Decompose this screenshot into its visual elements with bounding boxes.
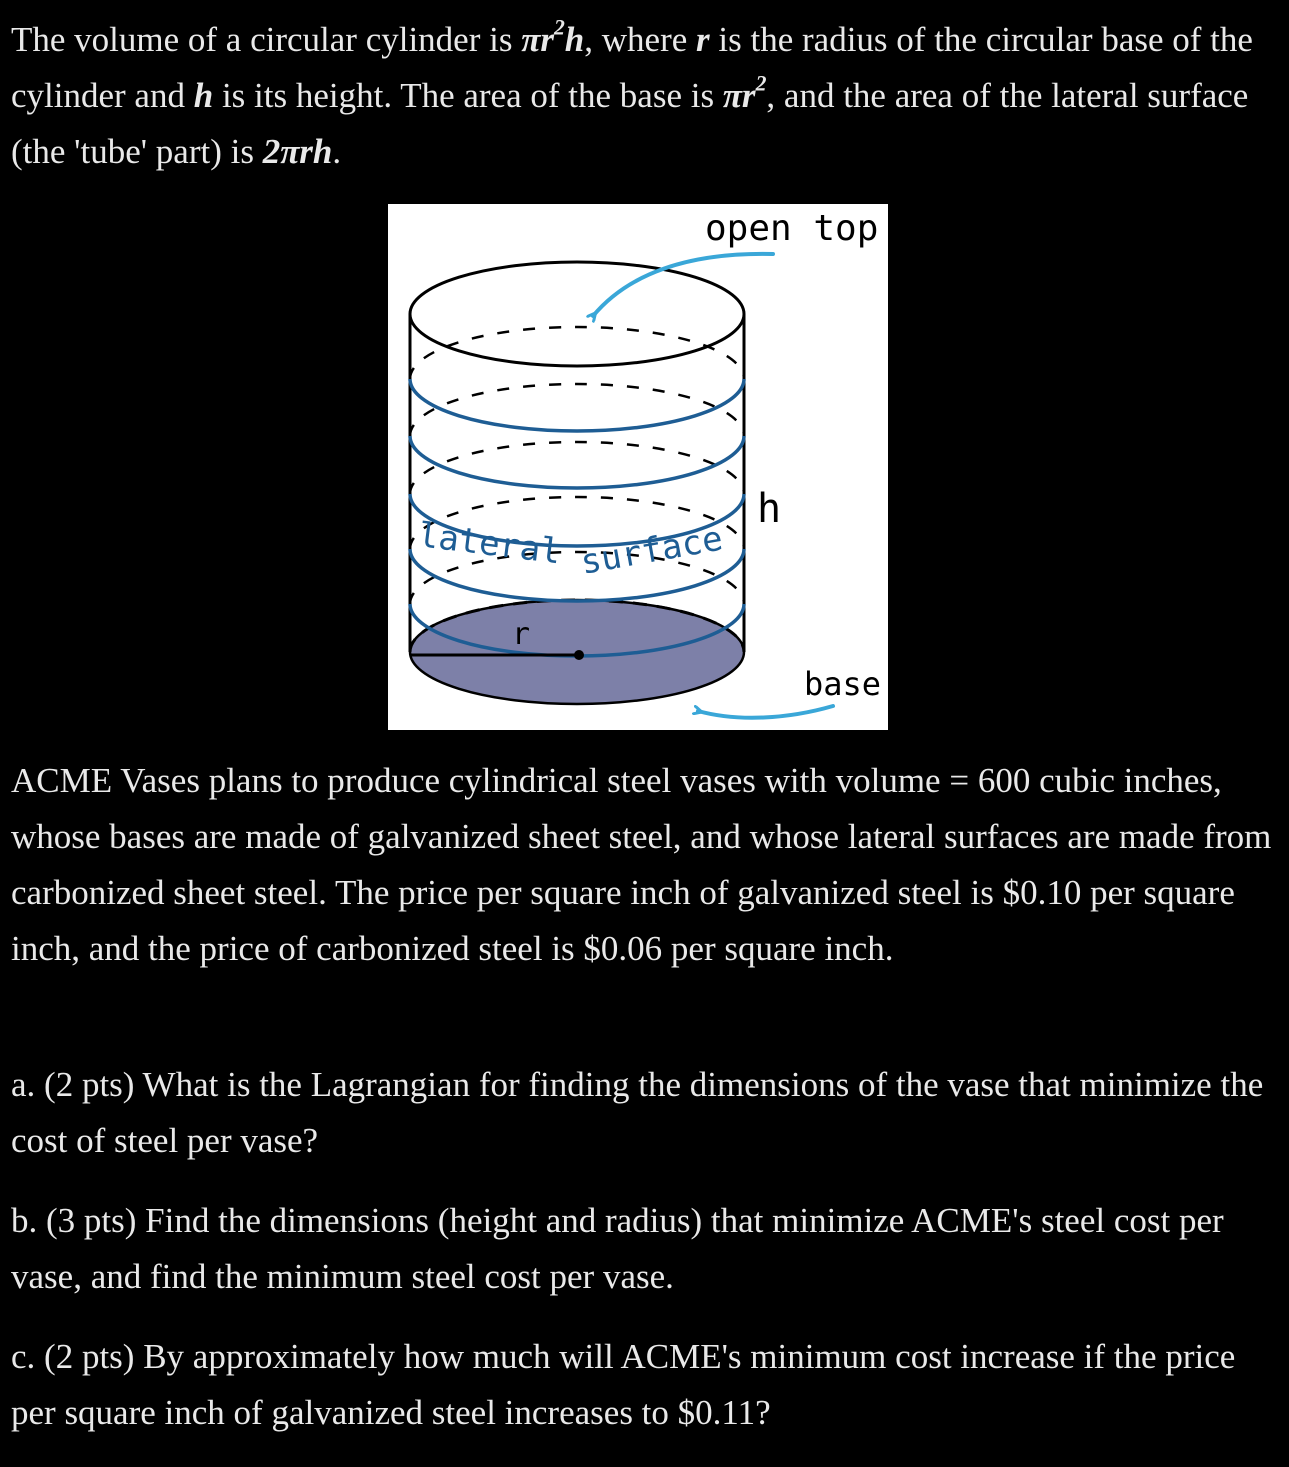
- lateral-area-formula: 2πrh: [262, 132, 333, 171]
- ring-back-3: [410, 442, 744, 494]
- base-area-formula: [722, 71, 767, 115]
- ring-back-1: [410, 327, 744, 379]
- surface-label: surface: [577, 518, 726, 583]
- ring-front-2: [410, 436, 744, 488]
- cylinder-diagram: [388, 204, 888, 730]
- intro-text-1: The volume of a circular cylinder is: [11, 20, 522, 59]
- ring-back-2: [410, 384, 744, 436]
- height-label: h: [757, 486, 782, 532]
- cylinder-figure: [388, 204, 888, 730]
- ring-front-1: [410, 379, 744, 431]
- intro-text-5: , and the area of the lateral surface (the 'tube' part) is: [11, 76, 1249, 171]
- height-variable: h: [193, 76, 214, 115]
- volume-formula-exponent: 2: [553, 15, 565, 40]
- base-area-exponent: 2: [755, 71, 767, 96]
- volume-formula-pi-r: πr: [521, 20, 554, 59]
- intro-text-2: , where: [584, 20, 697, 59]
- question-a: a. (2 pts) What is the Lagrangian for finding the dimensions of the vase that minimize the cost of steel per vase?: [11, 1065, 1264, 1160]
- question-c: c. (2 pts) By approximately how much will ACME's minimum cost increase if the price per square inch of galvanized steel increases to $0.11?: [11, 1337, 1236, 1432]
- problem-statement: ACME Vases plans to produce cylindrical steel vases with volume = 600 cubic inches, whose bases are made of galvanized sheet steel, and whose lateral surfaces are made from carbonized sheet steel. The price per square inch of galvanized steel is $0.10 per square inch, and the price of carbonized steel is $0.06 per square inch.: [11, 761, 1272, 968]
- volume-formula-h: h: [564, 20, 585, 59]
- base-label: base: [804, 665, 882, 703]
- intro-text-3: is the radius of the circular base of the cylinder and: [11, 20, 1253, 115]
- radius-variable: r: [696, 20, 710, 59]
- volume-formula: [521, 15, 585, 59]
- open-top-label: open top: [705, 208, 879, 249]
- radius-label: r: [512, 617, 531, 652]
- intro-text-6: .: [332, 132, 342, 171]
- base-arrow: [698, 706, 833, 718]
- center-dot: [574, 650, 584, 660]
- lateral-label: lateral: [415, 515, 564, 573]
- intro-paragraph: [11, 12, 1281, 180]
- question-b: b. (3 pts) Find the dimensions (height and radius) that minimize ACME's steel cost per vase, and find the minimum steel cost per vase.: [11, 1201, 1224, 1296]
- intro-text-4: is its height. The area of the base is: [213, 76, 723, 115]
- top-rim: [410, 262, 744, 366]
- base-area-pi-r: πr: [722, 76, 756, 115]
